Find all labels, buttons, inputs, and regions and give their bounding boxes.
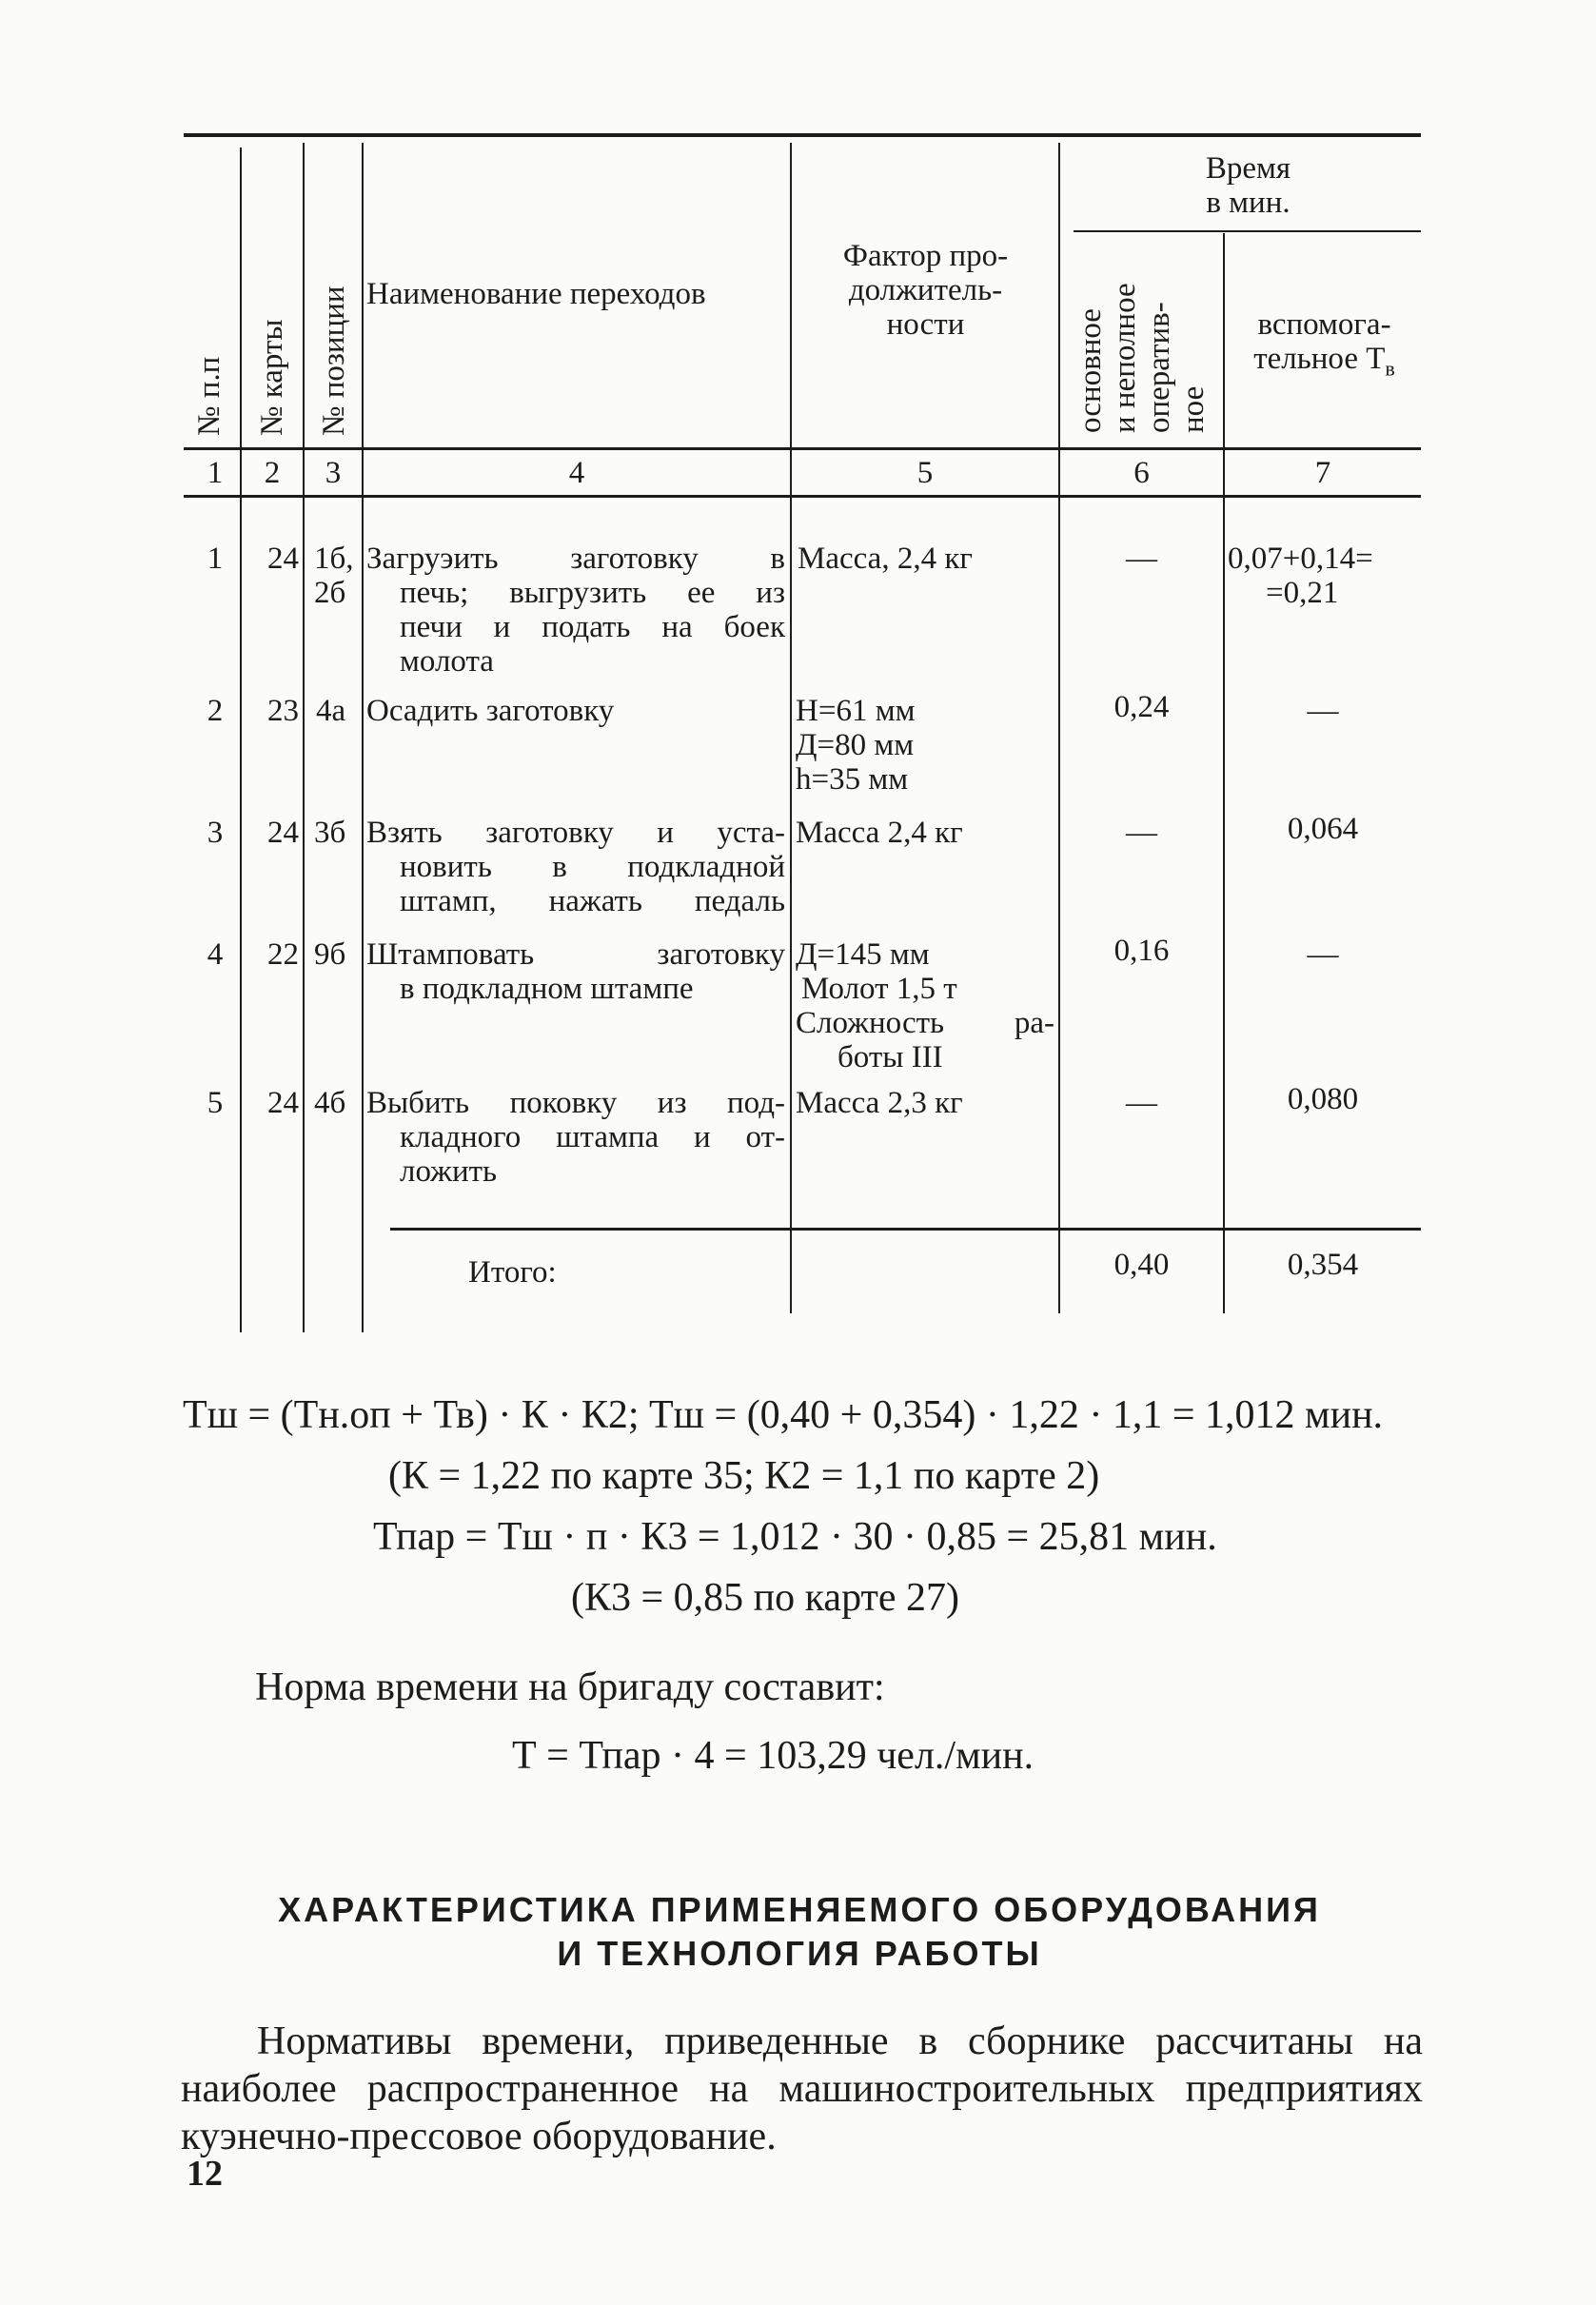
row-description: молота	[400, 644, 494, 679]
row-factor: Масса, 2,4 кг	[798, 542, 973, 576]
row-main-time: —	[1126, 542, 1157, 576]
row-position: 1б,	[314, 542, 354, 576]
row-aux-time: —	[1307, 694, 1339, 728]
colnum-5: 5	[916, 456, 934, 490]
header-col7-text: тельное Т	[1253, 342, 1386, 376]
row-main-time: —	[1126, 816, 1157, 850]
colnum-3: 3	[325, 456, 342, 490]
col-divider-4	[790, 143, 792, 1313]
row-position: 4б	[314, 1086, 346, 1120]
header-col5-line3: ности	[886, 307, 965, 342]
formula-line-5: Т = Тпар · 4 = 103,29 чел./мин.	[512, 1734, 1034, 1778]
row-description: ложить	[400, 1154, 498, 1189]
total-label: Итого:	[468, 1255, 557, 1290]
row-main-time: 0,24	[1113, 690, 1170, 724]
row-card: 23	[267, 694, 299, 728]
time-group-rule	[1074, 230, 1421, 232]
row-main-time: —	[1126, 1086, 1157, 1120]
header-col6-line3: оператив-	[1142, 302, 1176, 433]
table-top-rule	[184, 133, 1421, 137]
header-col5-line2: должитель-	[848, 273, 1003, 307]
colnum-7: 7	[1314, 456, 1331, 490]
formula-line-2: (К = 1,22 по карте 35; К2 = 1,1 по карте 2)	[388, 1454, 1100, 1498]
header-col1: № п.п	[192, 356, 227, 436]
row-position: 9б	[314, 937, 346, 972]
header-col5-line1: Фактор про-	[842, 239, 1009, 273]
formula-line-1: Тш = (Тн.оп + Тв) · К · К2; Тш = (0,40 + 0,354) · 1,22 · 1,1 = 1,012 мин.	[183, 1393, 1384, 1437]
row-aux-time: =0,21	[1266, 576, 1339, 610]
col-divider-1	[240, 148, 242, 1332]
formula-line-3: Тпар = Тш · п · К3 = 1,012 · 30 · 0,85 = 25,81 мин.	[373, 1515, 1217, 1559]
header-bottom-rule	[184, 447, 1421, 450]
col-divider-3	[362, 143, 364, 1332]
colnum-2: 2	[264, 456, 281, 490]
norm-text: Норма времени на бригаду составит:	[255, 1665, 885, 1709]
row-description: печи и подать на боек	[400, 610, 785, 644]
total-main-time: 0,40	[1113, 1248, 1170, 1282]
row-aux-time: —	[1307, 937, 1339, 972]
row-description: Взять заготовку и уста-	[366, 816, 785, 850]
row-position: 2б	[314, 576, 346, 610]
numbering-bottom-rule	[184, 495, 1421, 498]
col-divider-5	[1058, 143, 1060, 1313]
total-rule	[390, 1228, 1421, 1231]
row-factor: Масса 2,3 кг	[796, 1086, 963, 1120]
header-col7-line2	[1228, 341, 1421, 387]
row-number: 5	[207, 1086, 224, 1120]
row-number: 2	[207, 694, 224, 728]
formula-line-4: (К3 = 0,85 по карте 27)	[571, 1576, 960, 1620]
row-factor: Д=80 мм	[796, 728, 915, 762]
row-position: 4а	[316, 694, 346, 728]
section-title-line-2: И ТЕХНОЛОГИЯ РАБОТЫ	[557, 1934, 1042, 1973]
header-col7-sub: в	[1385, 356, 1395, 381]
page-number: 12	[187, 2154, 223, 2194]
row-card: 24	[267, 816, 299, 850]
colnum-4: 4	[568, 456, 585, 490]
colnum-6: 6	[1133, 456, 1150, 490]
row-number: 1	[207, 542, 224, 576]
row-description: в подкладном штампе	[400, 972, 694, 1006]
row-card: 22	[267, 937, 299, 972]
row-position: 3б	[314, 816, 346, 850]
row-factor: Сложность ра-	[796, 1006, 1054, 1040]
colnum-1: 1	[207, 456, 224, 490]
row-factor: Молот 1,5 т	[801, 972, 957, 1006]
header-col6-line1: основное	[1074, 308, 1108, 433]
row-description: новить в подкладной	[400, 850, 785, 884]
row-aux-time: 0,080	[1287, 1082, 1359, 1116]
row-number: 3	[207, 816, 224, 850]
row-description: Выбить поковку из под-	[366, 1086, 785, 1120]
row-card: 24	[267, 542, 299, 576]
header-col7-line1: вспомога-	[1257, 307, 1391, 342]
header-col3: № позиции	[317, 286, 351, 436]
header-col6-line4: ное	[1176, 385, 1211, 433]
row-main-time: 0,16	[1113, 934, 1170, 968]
section-title-line-1: ХАРАКТЕРИСТИКА ПРИМЕНЯЕМОГО ОБОРУДОВАНИЯ	[278, 1890, 1321, 1929]
header-col6-line2: и неполное	[1108, 283, 1142, 433]
header-col2: № карты	[255, 319, 289, 436]
header-time-line1: Время	[1205, 151, 1291, 186]
row-factor: Н=61 мм	[796, 694, 916, 728]
row-description: Осадить заготовку	[366, 694, 615, 728]
row-factor: Д=145 мм	[796, 937, 930, 972]
row-card: 24	[267, 1086, 299, 1120]
row-description: Штамповать заготовку	[366, 937, 785, 972]
header-time-line2: в мин.	[1206, 186, 1291, 220]
row-description: кладного штампа и от-	[400, 1120, 785, 1154]
row-aux-time: 0,07+0,14=	[1228, 542, 1373, 576]
row-description: штамп, нажать педаль	[400, 884, 785, 918]
row-factor: Масса 2,4 кг	[796, 816, 963, 850]
header-col4: Наименование переходов	[366, 277, 706, 311]
row-number: 4	[207, 937, 224, 972]
row-description: печь; выгрузить ее из	[400, 576, 785, 610]
row-aux-time: 0,064	[1287, 812, 1359, 846]
section-paragraph: Нормативы времени, приведенные в сборнике рассчитаны на наиболее распространенное на машиностроительных предприятиях куэнечно-прессовое оборудование.	[181, 2019, 1423, 2158]
total-aux-time: 0,354	[1287, 1248, 1359, 1282]
row-description: Загруэить заготовку в	[366, 542, 785, 576]
row-factor: боты III	[837, 1040, 943, 1074]
col-divider-2	[303, 143, 305, 1332]
row-factor: h=35 мм	[796, 762, 909, 797]
col-divider-6	[1223, 233, 1225, 1313]
